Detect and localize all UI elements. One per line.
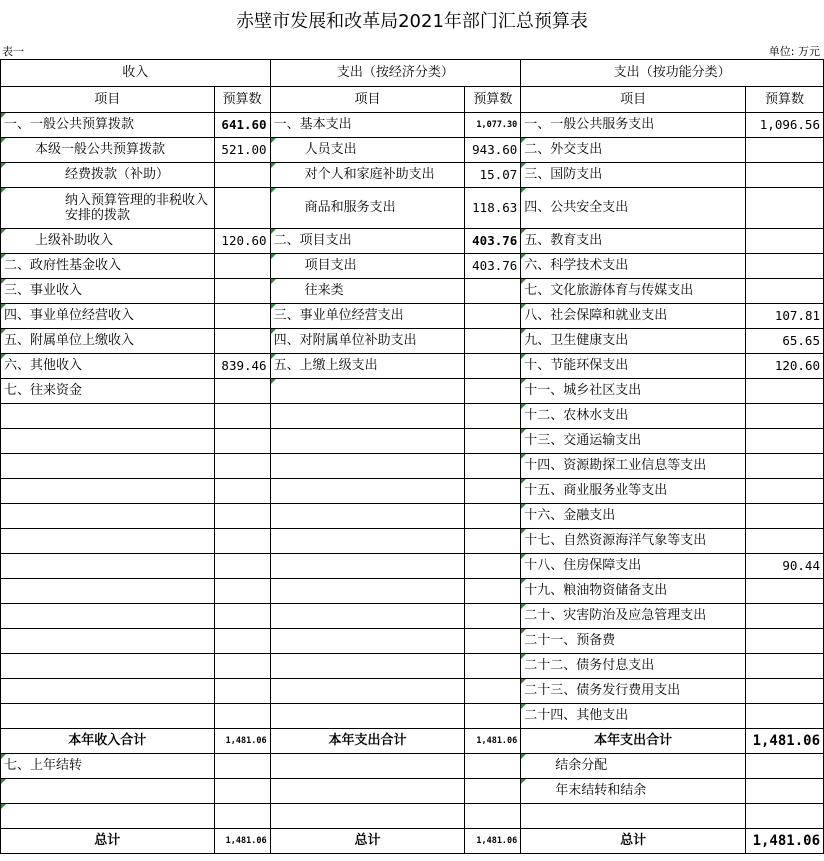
income-item-cell: 一、一般公共预算拨款 xyxy=(1,113,215,138)
func-budget-cell xyxy=(745,804,823,829)
income-item-cell: 七、往来资金 xyxy=(1,379,215,404)
table-body xyxy=(1,113,824,854)
econ-budget-cell xyxy=(465,304,521,329)
func-budget-cell xyxy=(745,504,823,529)
table-row xyxy=(1,804,824,829)
income-item-cell xyxy=(1,454,215,479)
func-budget-cell xyxy=(745,188,823,229)
income-item-cell xyxy=(1,704,215,729)
table-row xyxy=(1,779,824,804)
table-row xyxy=(1,679,824,704)
func-item-cell: 二十二、债务付息支出 xyxy=(521,654,746,679)
income-budget-cell xyxy=(214,704,270,729)
func-item-cell: 年末结转和结余 xyxy=(521,779,746,804)
econ-item-cell: 人员支出 xyxy=(270,138,465,163)
table-row xyxy=(1,354,824,379)
econ-item-cell: 五、上缴上级支出 xyxy=(270,354,465,379)
econ-budget-cell: 1,481.06 xyxy=(465,829,521,854)
func-budget-cell xyxy=(745,479,823,504)
func-budget-cell: 120.60 xyxy=(745,354,823,379)
func-item-cell: 二十三、债务发行费用支出 xyxy=(521,679,746,704)
econ-budget-cell xyxy=(465,504,521,529)
func-item-cell: 六、科学技术支出 xyxy=(521,254,746,279)
income-budget-cell xyxy=(214,504,270,529)
econ-item-cell xyxy=(270,679,465,704)
income-budget-cell xyxy=(214,629,270,654)
econ-budget-cell xyxy=(465,629,521,654)
func-item-cell: 十七、自然资源海洋气象等支出 xyxy=(521,529,746,554)
income-item-cell: 经费拨款（补助） xyxy=(1,163,215,188)
econ-item-cell xyxy=(270,529,465,554)
func-item-cell: 本年支出合计 xyxy=(521,729,746,754)
econ-item-cell: 三、事业单位经营支出 xyxy=(270,304,465,329)
func-item-cell: 十三、交通运输支出 xyxy=(521,429,746,454)
func-budget-cell xyxy=(745,163,823,188)
table-row xyxy=(1,504,824,529)
func-budget-cell xyxy=(745,779,823,804)
income-budget-cell xyxy=(214,579,270,604)
table-row xyxy=(1,404,824,429)
func-budget-cell xyxy=(745,654,823,679)
func-budget-cell: 90.44 xyxy=(745,554,823,579)
econ-item-cell xyxy=(270,454,465,479)
func-item-cell: 十五、商业服务业等支出 xyxy=(521,479,746,504)
func-budget-cell xyxy=(745,579,823,604)
func-item-cell: 十八、住房保障支出 xyxy=(521,554,746,579)
econ-budget-cell xyxy=(465,679,521,704)
func-budget-cell xyxy=(745,604,823,629)
econ-item-cell xyxy=(270,779,465,804)
table-row xyxy=(1,229,824,254)
income-item-cell xyxy=(1,579,215,604)
econ-item-cell xyxy=(270,504,465,529)
econ-item-cell: 往来类 xyxy=(270,279,465,304)
func-budget-header: 预算数 xyxy=(745,87,823,113)
econ-budget-cell: 403.76 xyxy=(465,229,521,254)
income-item-cell: 上级补助收入 xyxy=(1,229,215,254)
func-item-cell: 二十一、预备费 xyxy=(521,629,746,654)
econ-budget-cell xyxy=(465,454,521,479)
func-item-cell: 十六、金融支出 xyxy=(521,504,746,529)
econ-budget-cell: 943.60 xyxy=(465,138,521,163)
func-budget-cell xyxy=(745,454,823,479)
func-item-cell: 九、卫生健康支出 xyxy=(521,329,746,354)
econ-item-cell xyxy=(270,479,465,504)
budget-table-container xyxy=(0,59,824,854)
income-budget-header: 预算数 xyxy=(214,87,270,113)
func-item-cell: 七、文化旅游体育与传媒支出 xyxy=(521,279,746,304)
income-budget-cell: 120.60 xyxy=(214,229,270,254)
econ-budget-cell xyxy=(465,354,521,379)
econ-budget-cell xyxy=(465,429,521,454)
table-row xyxy=(1,329,824,354)
table-row xyxy=(1,113,824,138)
func-item-cell: 五、教育支出 xyxy=(521,229,746,254)
func-budget-cell xyxy=(745,229,823,254)
func-item-cell: 十一、城乡社区支出 xyxy=(521,379,746,404)
econ-budget-cell: 403.76 xyxy=(465,254,521,279)
income-item-cell xyxy=(1,404,215,429)
table-row xyxy=(1,188,824,229)
econ-item-cell xyxy=(270,804,465,829)
func-budget-cell: 65.65 xyxy=(745,329,823,354)
income-item-cell xyxy=(1,554,215,579)
func-budget-cell xyxy=(745,529,823,554)
income-budget-cell xyxy=(214,429,270,454)
econ-item-cell xyxy=(270,554,465,579)
income-item-cell: 总计 xyxy=(1,829,215,854)
income-budget-cell xyxy=(214,479,270,504)
budget-table xyxy=(0,59,824,854)
income-budget-cell: 641.60 xyxy=(214,113,270,138)
table-row xyxy=(1,254,824,279)
table-row xyxy=(1,729,824,754)
econ-budget-cell xyxy=(465,704,521,729)
func-budget-cell xyxy=(745,404,823,429)
income-item-cell xyxy=(1,504,215,529)
func-budget-cell xyxy=(745,704,823,729)
income-budget-cell: 521.00 xyxy=(214,138,270,163)
func-item-cell: 四、公共安全支出 xyxy=(521,188,746,229)
table-row xyxy=(1,629,824,654)
income-budget-cell: 1,481.06 xyxy=(214,729,270,754)
func-budget-cell xyxy=(745,754,823,779)
table-row xyxy=(1,429,824,454)
econ-budget-header: 预算数 xyxy=(465,87,521,113)
income-budget-cell xyxy=(214,329,270,354)
econ-budget-cell: 15.07 xyxy=(465,163,521,188)
econ-budget-cell xyxy=(465,654,521,679)
econ-budget-cell xyxy=(465,554,521,579)
econ-item-cell: 商品和服务支出 xyxy=(270,188,465,229)
column-header-row xyxy=(1,87,824,113)
func-item-cell: 八、社会保障和就业支出 xyxy=(521,304,746,329)
income-item-cell xyxy=(1,479,215,504)
income-item-cell: 纳入预算管理的非税收入安排的拨款 xyxy=(1,188,215,229)
econ-item-cell: 四、对附属单位补助支出 xyxy=(270,329,465,354)
econ-item-cell xyxy=(270,604,465,629)
income-budget-cell xyxy=(214,163,270,188)
table-row xyxy=(1,704,824,729)
table-row xyxy=(1,163,824,188)
table-row xyxy=(1,138,824,163)
econ-item-cell xyxy=(270,579,465,604)
table-row xyxy=(1,654,824,679)
income-item-cell: 五、附属单位上缴收入 xyxy=(1,329,215,354)
income-item-cell xyxy=(1,679,215,704)
func-item-cell: 结余分配 xyxy=(521,754,746,779)
table-row xyxy=(1,279,824,304)
income-item-cell xyxy=(1,779,215,804)
income-budget-cell xyxy=(214,304,270,329)
econ-budget-cell xyxy=(465,754,521,779)
econ-item-cell: 二、项目支出 xyxy=(270,229,465,254)
econ-item-cell: 本年支出合计 xyxy=(270,729,465,754)
income-budget-cell: 1,481.06 xyxy=(214,829,270,854)
econ-item-cell xyxy=(270,629,465,654)
income-budget-cell xyxy=(214,654,270,679)
econ-item-cell: 一、基本支出 xyxy=(270,113,465,138)
func-item-cell: 十九、粮油物资储备支出 xyxy=(521,579,746,604)
func-item-cell: 三、国防支出 xyxy=(521,163,746,188)
econ-budget-cell xyxy=(465,604,521,629)
income-item-cell: 七、上年结转 xyxy=(1,754,215,779)
income-budget-cell xyxy=(214,754,270,779)
func-budget-cell: 1,096.56 xyxy=(745,113,823,138)
econ-item-cell xyxy=(270,704,465,729)
table-row xyxy=(1,479,824,504)
income-budget-cell: 839.46 xyxy=(214,354,270,379)
income-item-header: 项目 xyxy=(1,87,215,113)
func-item-cell xyxy=(521,804,746,829)
func-budget-cell: 107.81 xyxy=(745,304,823,329)
econ-budget-cell xyxy=(465,379,521,404)
econ-item-cell xyxy=(270,379,465,404)
econ-budget-cell: 1,077.30 xyxy=(465,113,521,138)
table-row xyxy=(1,579,824,604)
func-budget-cell xyxy=(745,279,823,304)
econ-budget-cell: 118.63 xyxy=(465,188,521,229)
func-item-cell: 二十、灾害防治及应急管理支出 xyxy=(521,604,746,629)
income-item-cell xyxy=(1,529,215,554)
econ-item-cell xyxy=(270,404,465,429)
econ-expense-header: 支出（按经济分类） xyxy=(270,60,521,87)
income-budget-cell xyxy=(214,279,270,304)
func-item-header: 项目 xyxy=(521,87,746,113)
page-title: 赤壁市发展和改革局2021年部门汇总预算表 xyxy=(236,11,588,32)
income-budget-cell xyxy=(214,254,270,279)
func-budget-cell xyxy=(745,379,823,404)
income-budget-cell xyxy=(214,454,270,479)
income-budget-cell xyxy=(214,804,270,829)
income-budget-cell xyxy=(214,379,270,404)
income-item-cell xyxy=(1,604,215,629)
func-item-cell: 总计 xyxy=(521,829,746,854)
table-id-label: 表一 xyxy=(2,45,24,58)
income-budget-cell xyxy=(214,554,270,579)
func-budget-cell xyxy=(745,138,823,163)
income-header: 收入 xyxy=(1,60,271,87)
income-item-cell: 二、政府性基金收入 xyxy=(1,254,215,279)
income-item-cell xyxy=(1,629,215,654)
econ-budget-cell xyxy=(465,804,521,829)
econ-item-cell xyxy=(270,654,465,679)
econ-budget-cell xyxy=(465,529,521,554)
func-budget-cell: 1,481.06 xyxy=(745,829,823,854)
func-budget-cell xyxy=(745,679,823,704)
income-item-cell xyxy=(1,804,215,829)
table-row xyxy=(1,529,824,554)
section-header-row xyxy=(1,60,824,87)
econ-budget-cell xyxy=(465,404,521,429)
table-row xyxy=(1,754,824,779)
income-item-cell: 三、事业收入 xyxy=(1,279,215,304)
econ-item-header: 项目 xyxy=(270,87,465,113)
func-expense-header: 支出（按功能分类） xyxy=(521,60,824,87)
unit-label: 单位: 万元 xyxy=(768,45,820,58)
income-budget-cell xyxy=(214,188,270,229)
func-item-cell: 二十四、其他支出 xyxy=(521,704,746,729)
econ-item-cell: 对个人和家庭补助支出 xyxy=(270,163,465,188)
table-row xyxy=(1,379,824,404)
income-item-cell xyxy=(1,429,215,454)
func-item-cell: 十二、农林水支出 xyxy=(521,404,746,429)
econ-item-cell: 总计 xyxy=(270,829,465,854)
income-budget-cell xyxy=(214,779,270,804)
econ-budget-cell xyxy=(465,329,521,354)
income-budget-cell xyxy=(214,529,270,554)
func-budget-cell xyxy=(745,629,823,654)
income-budget-cell xyxy=(214,679,270,704)
econ-item-cell xyxy=(270,754,465,779)
income-item-cell: 本级一般公共预算拨款 xyxy=(1,138,215,163)
econ-item-cell xyxy=(270,429,465,454)
table-row xyxy=(1,554,824,579)
income-item-cell: 六、其他收入 xyxy=(1,354,215,379)
func-item-cell: 一、一般公共服务支出 xyxy=(521,113,746,138)
income-item-cell xyxy=(1,654,215,679)
table-row xyxy=(1,304,824,329)
income-budget-cell xyxy=(214,404,270,429)
func-item-cell: 十四、资源勘探工业信息等支出 xyxy=(521,454,746,479)
func-budget-cell: 1,481.06 xyxy=(745,729,823,754)
econ-item-cell: 项目支出 xyxy=(270,254,465,279)
table-row xyxy=(1,454,824,479)
econ-budget-cell xyxy=(465,779,521,804)
econ-budget-cell: 1,481.06 xyxy=(465,729,521,754)
income-item-cell: 本年收入合计 xyxy=(1,729,215,754)
econ-budget-cell xyxy=(465,579,521,604)
func-item-cell: 二、外交支出 xyxy=(521,138,746,163)
table-row xyxy=(1,829,824,854)
func-budget-cell xyxy=(745,429,823,454)
func-item-cell: 十、节能环保支出 xyxy=(521,354,746,379)
econ-budget-cell xyxy=(465,279,521,304)
table-row xyxy=(1,604,824,629)
func-budget-cell xyxy=(745,254,823,279)
income-item-cell: 四、事业单位经营收入 xyxy=(1,304,215,329)
income-budget-cell xyxy=(214,604,270,629)
econ-budget-cell xyxy=(465,479,521,504)
